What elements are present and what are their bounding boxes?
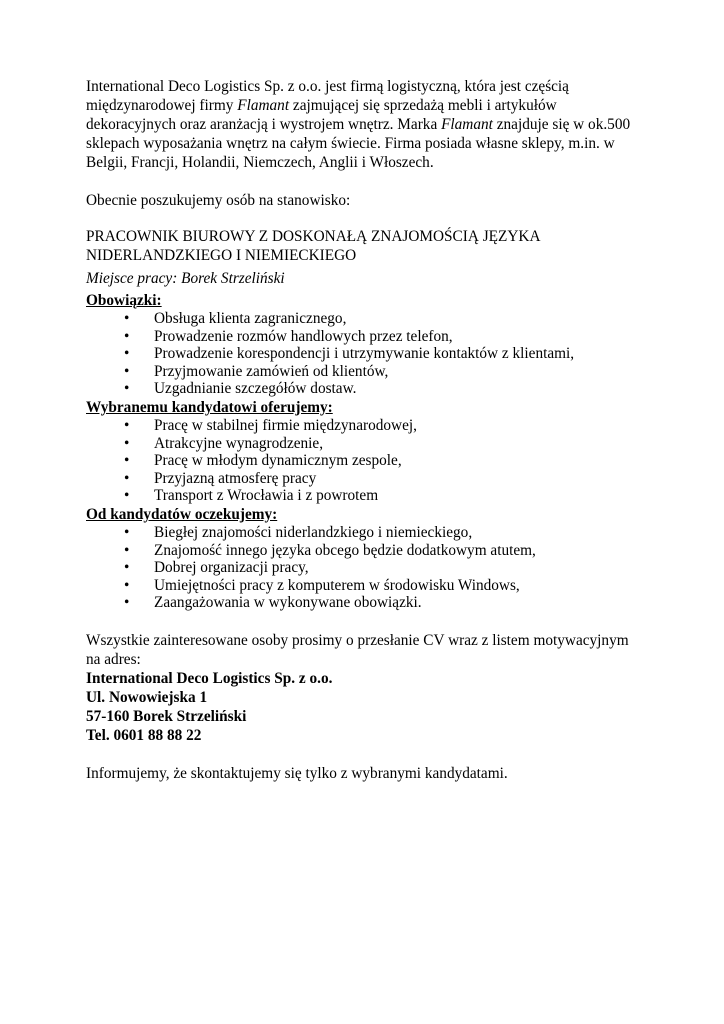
list-item-text: Pracę w stabilnej firmie międzynarodowej, — [154, 416, 417, 434]
address-phone: Tel. 0601 88 88 22 — [86, 726, 202, 744]
document-page — [86, 77, 646, 783]
list-item-text: Dobrej organizacji pracy, — [154, 559, 309, 577]
list-item-text: Zaangażowania w wykonywane obowiązki. — [154, 594, 422, 612]
brand-name-flamant: Flamant — [441, 116, 493, 133]
final-note: Informujemy, że skontaktujemy się tylko z wybranymi kandydatami. — [86, 764, 508, 782]
bullet-icon: • — [124, 362, 130, 380]
lead-sentence: Obecnie poszukujemy osób na stanowisko: — [86, 192, 351, 209]
address-street: Ul. Nowowiejska 1 — [86, 688, 208, 706]
intro-segment: znajduje się w ok.500 sklepach wyposażania wnętrz na całym świecie. Firma posiada własne sklepy, m.in. w Belgii, Francji, Holandii, Niemczech, Anglii i Włoszech. — [86, 116, 631, 171]
address-company: International Deco Logistics Sp. z o.o. — [86, 669, 333, 687]
intro-segment: International Deco Logistics Sp. z o.o. jest firmą logistyczną, która jest częścią międzynarodowej firmy — [86, 78, 569, 114]
section-duties — [86, 291, 646, 398]
list-item — [86, 435, 646, 453]
list-item — [86, 559, 646, 577]
list-item — [86, 594, 646, 612]
bullet-icon: • — [124, 559, 130, 577]
offer-list — [86, 417, 646, 505]
list-item-text: Prowadzenie korespondencji i utrzymywanie kontaktów z klientami, — [154, 345, 575, 363]
list-item-text: Znajomość innego języka obcego będzie dodatkowym atutem, — [154, 541, 536, 559]
section-heading: Obowiązki: — [86, 292, 162, 309]
section-offer — [86, 398, 646, 505]
list-item — [86, 542, 646, 560]
list-item — [86, 417, 646, 435]
work-location: Miejsce pracy: Borek Strzeliński — [86, 270, 285, 287]
contact-address — [86, 669, 646, 745]
list-item-text: Pracę w młodym dynamicznym zespole, — [154, 452, 402, 470]
list-item — [86, 487, 646, 505]
duties-list — [86, 310, 646, 398]
bullet-icon: • — [124, 523, 130, 541]
brand-name-flamant: Flamant — [237, 97, 290, 114]
list-item — [86, 452, 646, 470]
list-item-text: Umiejętności pracy z komputerem w środowisku Windows, — [154, 576, 520, 594]
bullet-icon: • — [124, 345, 130, 363]
intro-segment: zajmującej się sprzedażą mebli i artykułów dekoracyjnych oraz aranżacją i wystrojem wnętrz. Marka — [86, 97, 557, 133]
list-item-text: Obsługa klienta zagranicznego, — [154, 310, 347, 327]
list-item — [86, 328, 646, 346]
position-title: PRACOWNIK BIUROWY Z DOSKONAŁĄ ZNAJOMOŚCIĄ JĘZYKA NIDERLANDZKIEGO I NIEMIECKIEGO — [86, 228, 540, 264]
section-heading: Wybranemu kandydatowi oferujemy: — [86, 398, 333, 416]
requirements-list — [86, 524, 646, 612]
list-item — [86, 345, 646, 363]
list-item-text: Uzgadnianie szczegółów dostaw. — [154, 380, 357, 398]
bullet-icon: • — [124, 469, 130, 487]
list-item-text: Atrakcyjne wynagrodzenie, — [154, 434, 324, 452]
bullet-icon: • — [124, 576, 130, 594]
list-item — [86, 310, 646, 328]
list-item — [86, 470, 646, 488]
list-item-text: Biegłej znajomości niderlandzkiego i niemieckiego, — [154, 523, 473, 541]
list-item — [86, 380, 646, 398]
list-item — [86, 363, 646, 381]
list-item-text: Przyjazną atmosferę pracy — [154, 469, 317, 487]
list-item-text: Prowadzenie rozmów handlowych przez telefon, — [154, 327, 453, 345]
list-item-text: Przyjmowanie zamówień od klientów, — [154, 362, 389, 380]
bullet-icon: • — [124, 327, 130, 345]
section-requirements — [86, 505, 646, 612]
list-item — [86, 577, 646, 595]
bullet-icon: • — [124, 434, 130, 452]
closing-paragraph: Wszystkie zainteresowane osoby prosimy o przesłanie CV wraz z listem motywacyjnym na adres: — [86, 631, 629, 668]
bullet-icon: • — [124, 380, 130, 398]
bullet-icon: • — [124, 594, 130, 612]
bullet-icon: • — [124, 310, 130, 327]
bullet-icon: • — [124, 541, 130, 559]
intro-paragraph — [86, 77, 646, 172]
list-item-text: Transport z Wrocławia i z powrotem — [154, 487, 379, 505]
section-heading: Od kandydatów oczekujemy: — [86, 505, 278, 523]
bullet-icon: • — [124, 452, 130, 470]
list-item — [86, 524, 646, 542]
address-city: 57-160 Borek Strzeliński — [86, 707, 247, 725]
bullet-icon: • — [124, 416, 130, 434]
bullet-icon: • — [124, 487, 130, 505]
